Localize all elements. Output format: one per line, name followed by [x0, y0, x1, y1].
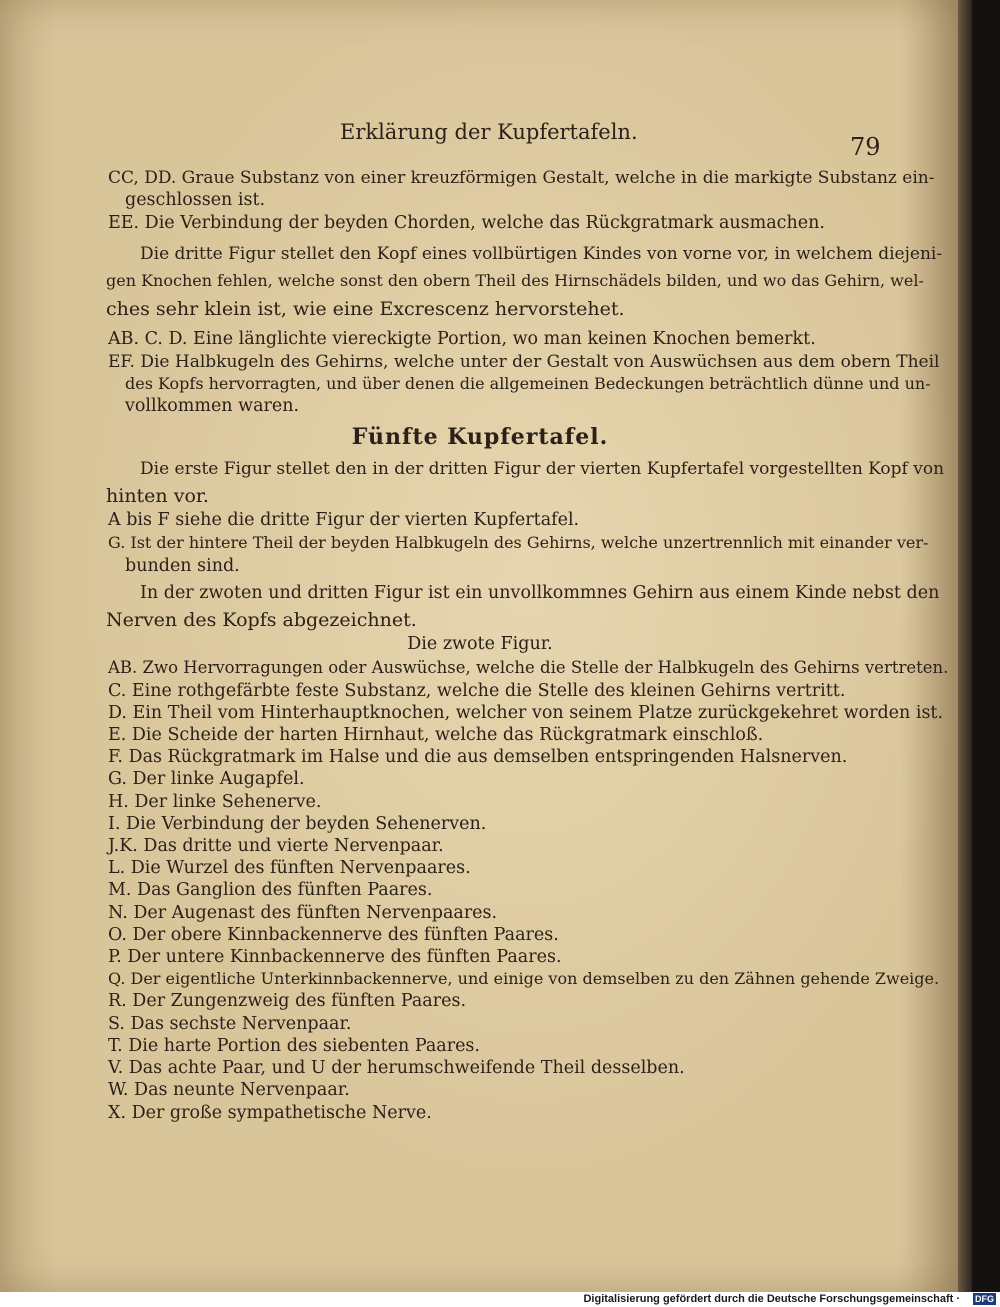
text-line: I. Die Verbindung der beyden Sehenerven. — [108, 814, 487, 834]
text-line: EF. Die Halbkugeln des Gehirns, welche unter der Gestalt von Auswüchsen aus dem obern Theil — [108, 352, 940, 372]
text-line: gen Knochen fehlen, welche sonst den obern Theil des Hirnschädels bilden, und wo das Gehirn, wel- — [106, 271, 924, 290]
text-line: A bis F siehe die dritte Figur der vierten Kupfertafel. — [108, 510, 580, 530]
text-line: EE. Die Verbindung der beyden Chorden, welche das Rückgratmark ausmachen. — [108, 213, 825, 233]
text-line: C. Eine rothgefärbte feste Substanz, welche die Stelle des kleinen Gehirns vertritt. — [108, 681, 846, 701]
section-heading: Fünfte Kupfertafel. — [351, 424, 609, 450]
text-line: geschlossen ist. — [125, 190, 266, 210]
text-line: H. Der linke Sehenerve. — [108, 792, 322, 812]
text-line: X. Der große sympathetische Nerve. — [108, 1103, 432, 1123]
text-line: AB. Zwo Hervorragungen oder Auswüchse, welche die Stelle der Halbkugeln des Gehirns vertreten. — [108, 658, 949, 677]
text-line: S. Das sechste Nervenpaar. — [108, 1014, 352, 1034]
text-line: des Kopfs hervorragten, und über denen die allgemeinen Bedeckungen beträchtlich dünne und un- — [125, 374, 931, 393]
text-line: CC, DD. Graue Substanz von einer kreuzförmigen Gestalt, welche in die markigte Substanz ein- — [108, 168, 935, 188]
text-line: Q. Der eigentliche Unterkinnbackennerve, und einige von demselben zu den Zähnen gehende Zweige. — [108, 969, 940, 988]
text-line: R. Der Zungenzweig des fünften Paares. — [108, 991, 467, 1011]
text-line: O. Der obere Kinnbackennerve des fünften Paares. — [108, 925, 559, 945]
text-line: vollkommen waren. — [125, 396, 300, 416]
running-title: Erklärung der Kupfertafeln. — [340, 120, 638, 144]
text-line: W. Das neunte Nervenpaar. — [108, 1080, 350, 1100]
dfg-logo: DFG — [975, 1294, 994, 1304]
text-line: T. Die harte Portion des siebenten Paares. — [108, 1036, 480, 1056]
text-line: P. Der untere Kinnbackennerve des fünften Paares. — [108, 947, 562, 967]
text-line: Die dritte Figur stellet den Kopf eines vollbürtigen Kindes von vorne vor, in welchem diejeni- — [140, 244, 943, 264]
text-line: N. Der Augenast des fünften Nervenpaares. — [108, 903, 498, 923]
text-line: ches sehr klein ist, wie eine Excrescenz hervorstehet. — [106, 298, 625, 320]
text-line: V. Das achte Paar, und U der herumschweifende Theil desselben. — [108, 1058, 685, 1078]
funding-credit: Digitalisierung gefördert durch die Deutsche Forschungsgemeinschaft · — [583, 1293, 960, 1305]
text-line: AB. C. D. Eine länglichte viereckigte Portion, wo man keinen Knochen bemerkt. — [108, 329, 816, 349]
text-line: F. Das Rückgratmark im Halse und die aus demselben entspringenden Halsnerven. — [108, 747, 848, 767]
text-line: In der zwoten und dritten Figur ist ein unvollkommnes Gehirn aus einem Kinde nebst den — [140, 583, 940, 603]
text-line: hinten vor. — [106, 485, 209, 507]
page-number: 79 — [850, 133, 881, 161]
text-line: D. Ein Theil vom Hinterhauptknochen, welcher von seinem Platze zurückgekehret worden ist. — [108, 703, 944, 723]
text-line: L. Die Wurzel des fünften Nervenpaares. — [108, 858, 471, 878]
text-line: J.K. Das dritte und vierte Nervenpaar. — [108, 836, 444, 856]
book-spine-edge — [958, 0, 972, 1292]
footer-bar — [0, 1292, 1000, 1307]
text-line: G. Ist der hintere Theil der beyden Halbkugeln des Gehirns, welche unzertrennlich mit einander ver- — [108, 533, 929, 552]
text-line: G. Der linke Augapfel. — [108, 769, 305, 789]
text-line: Die erste Figur stellet den in der dritten Figur der vierten Kupfertafel vorgestellten Kopf von — [140, 459, 945, 479]
text-line: bunden sind. — [125, 556, 240, 576]
text-line: Nerven des Kopfs abgezeichnet. — [106, 609, 417, 631]
text-line: M. Das Ganglion des fünften Paares. — [108, 880, 433, 900]
subheading: Die zwote Figur. — [407, 634, 553, 654]
text-line: E. Die Scheide der harten Hirnhaut, welche das Rückgratmark einschloß. — [108, 725, 764, 745]
